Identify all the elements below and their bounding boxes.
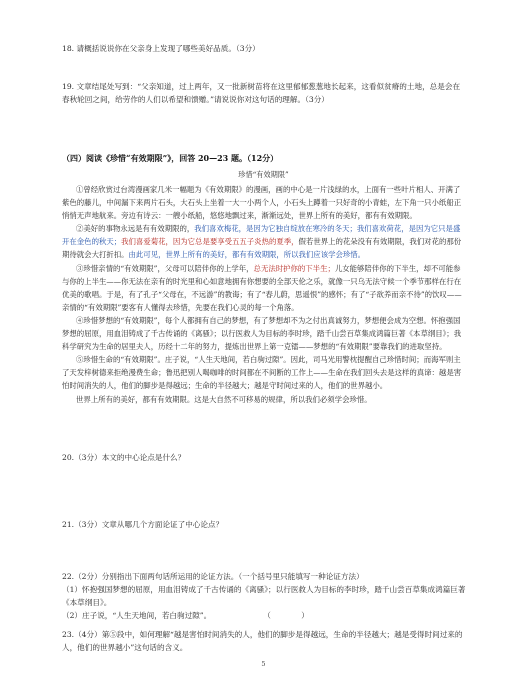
paragraph-3-part-a: ③珍惜亲情的“有效期限”，父母可以陪伴你的上学年， — [76, 263, 254, 273]
question-19: 19. 文章结尾处写到：“父亲知道，过上两年，又一批新树苗将在这里郁郁葱葱地长起来，这看似贫瘠的土地，总是会在春秋轮回之间，给劳作的人们以希望和馈赠。”请说说你对这句话的理解。（3分） — [62, 82, 461, 104]
paragraph-3-part-b: 总无法时护你的下半生； — [253, 263, 335, 273]
paragraph-2-part-a: ②美好的事物永远是有有效期限的， — [76, 224, 195, 234]
page-number: 5 — [261, 660, 266, 668]
paragraph-2-part-e: 由此可见，世界上所有的美好，都有有效期限，所以我们应该学会珍惜。 — [128, 250, 366, 260]
question-23: 23.（4分）第⑤段中，如何理解“越是害怕时间消失的人，他们的脚步是得越远，生命的半径越大；越是受得时间过来的人，他们的世界越小”这句话的含义。 — [62, 630, 463, 652]
question-22-item-2-blank[interactable]: （ ） — [263, 611, 309, 620]
question-21: 21.（3分）文章从哪几个方面论证了中心论点？ — [62, 520, 224, 529]
question-22-item-2-text: （2）庄子说，“人生天地间，若白驹过隙”。 — [62, 611, 212, 620]
question-22-item-1 — [62, 583, 467, 609]
passage-title: 珍惜“有效期限” — [238, 170, 289, 179]
section-title: （四）阅读《珍惜“有效期限”》，回答 20—23 题。（12分） — [62, 153, 279, 163]
question-18: 18. 请概括说说你在父亲身上发现了哪些美好品质。（3分） — [62, 44, 260, 53]
paragraph-2 — [62, 222, 467, 261]
passage-body — [62, 183, 467, 406]
paragraph-3-part-c: 儿女能够陪伴你的下半生，却不可能参与你的上半生——你无法在亲有的时光里和心如意地拥有你想要的全部天伦之乐，就像一只乌无法守候一个季节那样在行在优美的歌唱。于是，有了孔子“父母在，不远游”的教诲；有了“春儿蔚，思遥恨”的感怀；有了“子欲养而亲不待”的饮叹——亲情的“有效期限”要客有人懂得去珍惜，先要在我们心灵的每一个角落。 — [62, 263, 462, 312]
question-22-item-2 — [62, 609, 467, 622]
paragraph-3 — [62, 262, 467, 314]
paragraph-6: 世界上所有的美好，都有有效期限。这是大自然不可移易的规律，所以我们必须学会珍惜。 — [76, 394, 372, 404]
paragraph-2-part-c: 我们喜爱菊花，因为它总是要享受五五子炎热的夏季， — [121, 237, 299, 247]
paragraph-5: ⑤珍惜生命的“有效期限”。庄子说，“人生天地间，若白驹过隙”。因此，司马光用警枕提醒自己珍惜时间；而海军则主了天发梓树德来拒绝漫费生命；鲁迅把别人喝咖啡的时间都在不间断的工作上——生命在我们回头去是这样的真谛：越是害怕时间消失的人，他们的脚步是得越远；生命的半径越大；越是守时间过来的人，他们的世界越小。 — [62, 355, 462, 391]
question-20: 20.（3分）本文的中心论点是什么？ — [62, 453, 186, 462]
paragraph-2-part-d: 假若世界上的花朵没有有效期限，我们对花的那份期待就会大打折扣。 — [62, 237, 462, 260]
paragraph-1: ①曾经欣赏过台湾漫画家几米一幅题为《有效期限》的漫画，画的中心是一片浅绿的水，上面有一些叶片相人、开满了紫色的藤儿，中间漏下来两片石头，大石头上坐着一大一小两个人，小石头上蹲着一只好奇的小青蛙，左下角一只小纸船正悄悄无声地航来。旁边有诗云：一艘小纸船，悠悠地飘过来，渐渐远处，世界上所有的美好，都有有效期限。 — [62, 185, 462, 221]
question-22: 22.（2分）分别指出下面两句话所运用的论证方法。（一个括号里只能填写一种论证方法） — [62, 572, 364, 581]
paragraph-2-part-b: 我们喜欢梅花，是因为它独自绽放在寒冷的冬天；我们喜欢荷花，是因为它只是盛开在金色的秋天； — [62, 224, 461, 247]
question-22-item-1-text: （1）怀抱强国梦想的屈原，用血泪铸成了千古传诵的《离骚》；以行医救人为目标的李时珍，踏千山尝百草集成鸿篇巨著《本草纲目》。 — [62, 585, 466, 607]
paragraph-4: ④珍惜梦想的“有效期限”，每个人都拥有自己的梦想，有了梦想却不为之付出真诚努力，梦想便会成为空想。怀抱强国梦想的屈原，用血泪铸成了千古传诵的《离骚》；以行医救人为目标的李时珍，踏千山尝百草集成鸿篇巨著《本草纲目》；我科学研究为生命的居里夫人，历经十二年的努力，提炼出世界上第一克镭——梦想的“有效期限”要靠我们的进取坚持。 — [62, 315, 462, 352]
